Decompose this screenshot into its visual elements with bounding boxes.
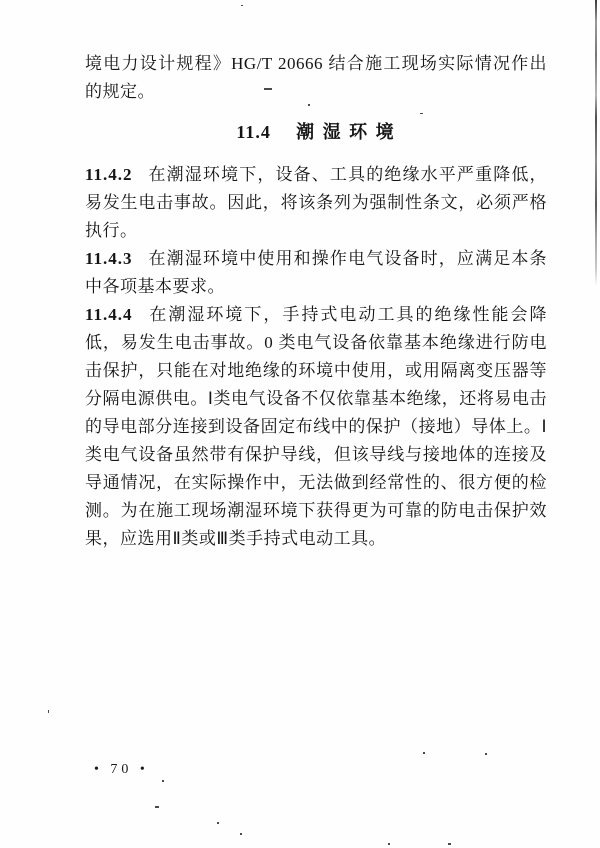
section-heading-number: 11.4: [236, 122, 271, 142]
section-heading: [85, 119, 547, 145]
scan-speck: [217, 822, 219, 824]
paragraph-continued: 境电力设计规程》HG/T 20666 结合施工现场实际情况作出的规定。: [85, 54, 547, 101]
page-content: [85, 50, 547, 553]
clause-number: 11.4.2: [85, 165, 133, 184]
clause-number: 11.4.4: [85, 305, 133, 324]
clause-text: 在潮湿环境中使用和操作电气设备时，应满足本条中各项基本要求。: [85, 249, 547, 296]
scan-speck: [240, 833, 242, 835]
scan-speck: [308, 104, 310, 106]
scan-speck: [423, 752, 425, 754]
clause-paragraph-11-4-2: [85, 161, 547, 245]
clause-text: 在潮湿环境下，手持式电动工具的绝缘性能会降低，易发生电击事故。0 类电气设备依靠基本绝缘进行防电击保护，只能在对地绝缘的环境中使用，或用隔离变压器等分隔电源供电。Ⅰ类电气设备不仅依靠基本绝缘，还将易电击的导电部分连接到设备固定布线中的保护（接地）导体上。Ⅰ类电气设备虽然带有保护导线，但该导线与接地体的连接及导通情况，在实际操作中，无法做到经常性的、很方便的检测。为在施工现场潮湿环境下获得更为可靠的防电击保护效果，应选用Ⅱ类或Ⅲ类手持式电动工具。: [85, 305, 547, 548]
scan-speck: [485, 753, 487, 755]
scan-speck: [264, 88, 272, 90]
page-number: • 70 •: [94, 762, 149, 777]
clause-number: 11.4.3: [85, 249, 133, 268]
scan-speck: [388, 843, 390, 845]
scan-speck: [241, 5, 243, 6]
scan-speck: [448, 843, 451, 845]
clause-paragraph-11-4-4: [85, 301, 547, 553]
clause-text: 在潮湿环境下，设备、工具的绝缘水平严重降低，易发生电击事故。因此，将该条列为强制性条文，必须严格执行。: [85, 165, 547, 240]
scan-speck: [155, 806, 159, 808]
section-heading-title: 潮 湿 环 境: [296, 122, 396, 142]
scan-artifact-line: [595, 0, 597, 286]
clause-paragraph-11-4-3: [85, 245, 547, 301]
scan-speck: [420, 113, 423, 114]
scan-speck: [48, 710, 49, 713]
scan-speck: [162, 780, 164, 782]
